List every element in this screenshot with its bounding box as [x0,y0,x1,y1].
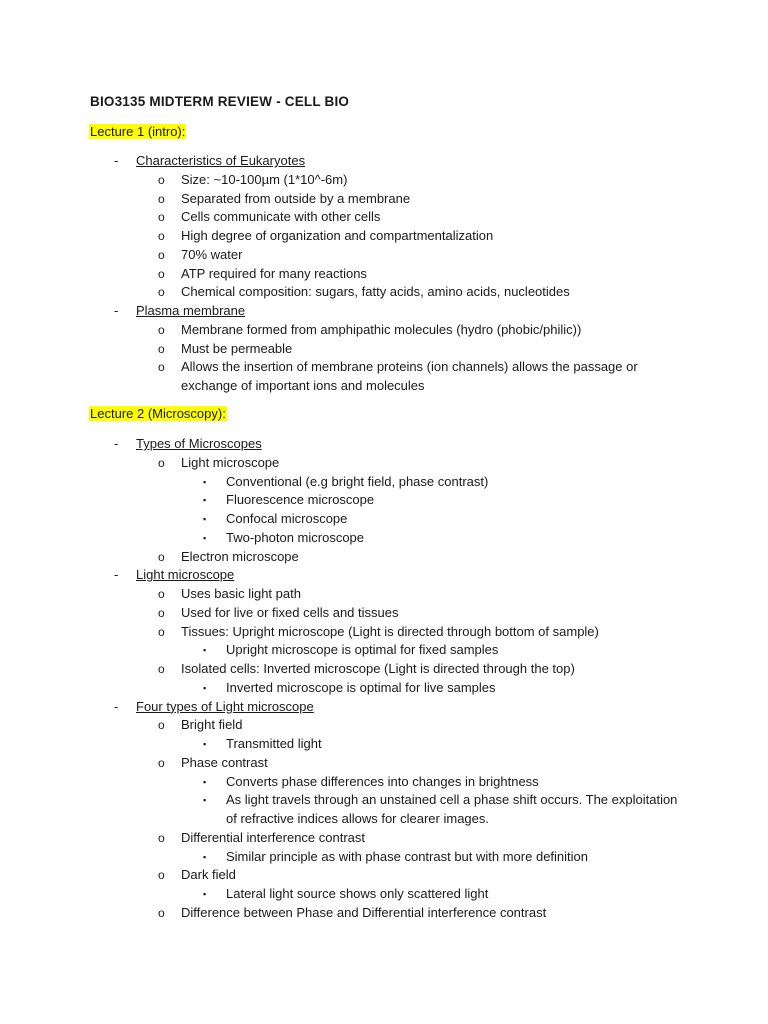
dash-bullet: - [114,153,119,168]
list-item [0,283,768,301]
sub-sub-item-text: As light travels through an unstained cell a phase shift occurs. The exploitation [226,792,678,808]
list-item [0,716,768,734]
sub-sub-item-text: Converts phase differences into changes in brightness [226,773,539,789]
sub-sub-item-text: Similar principle as with phase contrast but with more definition [226,848,589,864]
sub-sub-item-text: Transmitted light [226,736,322,751]
list-item [0,866,768,884]
square-bullet: ▪ [203,682,207,693]
square-bullet: ▪ [203,795,207,806]
list-item [0,265,768,283]
continuation-text: of refractive indices allows for clearer images. [226,811,489,826]
sub-item-text: Size: ~10-100µm (1*10^-6m) [181,171,348,187]
list-item [0,302,768,320]
square-bullet: ▪ [203,739,207,749]
circle-bullet: o [158,285,165,300]
list-item [0,848,768,866]
sub-item-text: Allows the insertion of membrane proteins (ion channels) allows the passage or [181,359,638,375]
sub-item-text: Light microscope [181,454,280,470]
list-item [0,641,768,659]
circle-bullet: o [158,755,165,770]
list-item [0,566,768,584]
list-item [0,473,768,491]
sub-item-text: Bright field [181,717,243,733]
square-bullet: ▪ [203,645,207,656]
list-item [0,246,768,264]
circle-bullet: o [158,662,165,676]
list-item [0,340,768,358]
circle-bullet: o [158,360,165,375]
circle-bullet: o [158,229,165,243]
list-item [0,529,768,547]
circle-bullet: o [158,718,165,733]
list-item [0,321,768,339]
sub-sub-item-text: Conventional (e.g bright field, phase contrast) [226,473,489,489]
list-item [0,904,768,922]
list-item [0,754,768,772]
sub-item-text: Membrane formed from amphipathic molecules (hydro (phobic/philic)) [181,321,582,337]
circle-bullet: o [158,341,165,356]
list-item [0,377,768,395]
square-bullet: ▪ [203,514,207,524]
circle-bullet: o [158,455,165,470]
document-title: BIO3135 MIDTERM REVIEW - CELL BIO [90,94,350,109]
sub-item-text: Must be permeable [181,340,293,356]
list-item [0,171,768,189]
sub-item-text: Separated from outside by a membrane [181,190,411,206]
sub-sub-item-text: Lateral light source shows only scattered light [226,886,489,901]
section-heading-text: Lecture 2 (Microscopy): [90,406,226,421]
list-item [0,773,768,791]
sub-item-text: ATP required for many reactions [181,265,367,281]
sub-sub-item-text: Upright microscope is optimal for fixed samples [226,642,499,658]
sub-item-text: Differential interference contrast [181,829,366,845]
list-item [0,510,768,528]
square-bullet: ▪ [203,889,207,899]
list-item [0,190,768,208]
list-item [0,885,768,903]
list-item [0,698,768,716]
list-item [0,604,768,622]
list-item [0,435,768,453]
dash-bullet: - [114,303,119,318]
list-item [0,227,768,245]
list-item [0,358,768,376]
sub-item-text: Cells communicate with other cells [181,209,381,225]
list-item [0,454,768,472]
topic-text: Four types of Light microscope [136,698,314,714]
square-bullet: ▪ [203,776,207,787]
sub-item-text: Uses basic light path [181,586,301,601]
circle-bullet: o [158,210,165,225]
circle-bullet: o [158,172,165,187]
circle-bullet: o [158,868,165,883]
list-item [0,152,768,170]
circle-bullet: o [158,266,165,281]
continuation-text: exchange of important ions and molecules [181,378,425,393]
sub-sub-item-text: Inverted microscope is optimal for live samples [226,679,496,695]
circle-bullet: o [158,247,165,262]
sub-item-text: Phase contrast [181,754,268,770]
topic-text: Light microscope [136,567,235,583]
list-item [0,791,768,809]
square-bullet: ▪ [203,495,207,506]
sub-item-text: Used for live or fixed cells and tissues [181,604,399,620]
square-bullet: ▪ [203,851,207,862]
sub-item-text: Dark field [181,867,236,883]
dash-bullet: - [114,567,119,583]
sub-item-text: Chemical composition: sugars, fatty acids, amino acids, nucleotides [181,284,570,300]
list-item [0,829,768,847]
circle-bullet: o [158,322,165,337]
sub-item-text: Electron microscope [181,548,299,564]
section-heading-text: Lecture 1 (intro): [90,124,186,139]
topic-text: Types of Microscopes [136,436,262,451]
dash-bullet: - [114,436,119,451]
list-item [0,208,768,226]
square-bullet: ▪ [203,532,207,543]
sub-sub-item-text: Two-photon microscope [226,529,365,545]
sub-item-text: 70% water [181,246,243,262]
list-item [0,679,768,697]
sub-sub-item-text: Confocal microscope [226,511,348,526]
list-item [0,491,768,509]
circle-bullet: o [158,549,165,564]
topic-text: Plasma membrane [136,303,246,318]
list-item [0,585,768,603]
circle-bullet: o [158,905,165,920]
dash-bullet: - [114,698,119,714]
list-item [0,548,768,566]
list-item [0,735,768,753]
topic-text: Characteristics of Eukaryotes [136,153,306,168]
sub-item-text: High degree of organization and compartmentalization [181,228,494,243]
circle-bullet: o [158,191,165,206]
section-heading [89,124,186,139]
list-item [0,810,768,828]
circle-bullet: o [158,605,165,620]
list-item [0,660,768,678]
circle-bullet: o [158,624,165,639]
section-heading [89,406,227,421]
circle-bullet: o [158,587,165,601]
list-item [0,623,768,641]
square-bullet: ▪ [203,476,207,487]
circle-bullet: o [158,830,165,845]
sub-item-text: Isolated cells: Inverted microscope (Light is directed through the top) [181,661,575,676]
sub-sub-item-text: Fluorescence microscope [226,492,375,508]
sub-item-text: Tissues: Upright microscope (Light is directed through bottom of sample) [181,623,599,639]
sub-item-text: Difference between Phase and Differential interference contrast [181,904,547,920]
